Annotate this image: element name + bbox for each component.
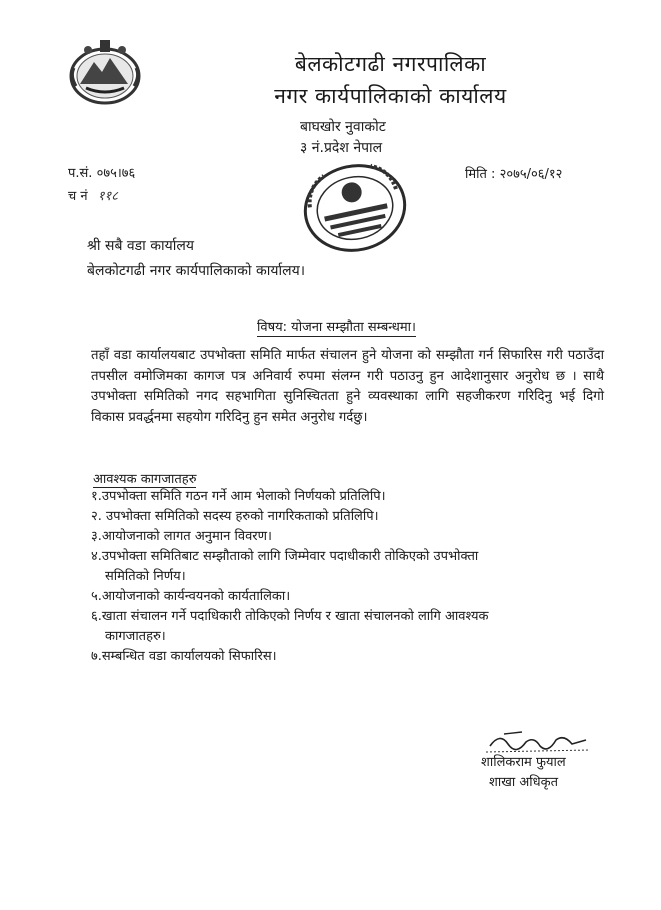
- requirements-heading: आवश्यक कागजातहरु: [93, 469, 196, 488]
- list-item: ५.आयोजनाको कार्यन्वयनको कार्यतालिका।: [91, 589, 291, 604]
- recipient-line-1: श्री सबै वडा कार्यालय: [87, 238, 194, 254]
- dispatch-number-label: च नं: [68, 189, 88, 204]
- office-name: नगर कार्यपालिकाको कार्यालय: [274, 84, 507, 108]
- address-line-1: बाघखोर नुवाकोट: [300, 119, 386, 135]
- reference-number: प.सं. ०७५।७६: [68, 166, 136, 181]
- list-item: कागजातहरु।: [105, 629, 166, 644]
- list-item: समितिको निर्णय।: [105, 569, 186, 584]
- list-item: ७.सम्बन्धित वडा कार्यालयको सिफारिस।: [91, 649, 277, 664]
- recipient-line-2: बेलकोटगढी नगर कार्यपालिकाको कार्यालय।: [87, 263, 306, 279]
- list-item: १.उपभोक्ता समिति गठन गर्ने आम भेलाको निर्णयको प्रतिलिपि।: [91, 489, 386, 504]
- list-item: ४.उपभोक्ता समितिबाट सम्झौताको लागि जिम्मेवार पदाधीकारी तोकिएको उपभोक्ता: [91, 549, 479, 564]
- organization-name: बेलकोटगढी नगरपालिका: [294, 52, 487, 76]
- subject-line: विषय: योजना सम्झौता सम्बन्धमा।: [257, 317, 416, 337]
- list-item: ३.आयोजनाको लागत अनुमान विवरण।: [91, 529, 272, 544]
- office-stamp-icon: [297, 158, 413, 258]
- requirements-list: [91, 487, 631, 667]
- list-item: ६.खाता संचालन गर्ने पदाधिकारी तोकिएको निर्णय र खाता संचालनको लागि आवश्यक: [91, 609, 489, 624]
- letter-body: तहाँ वडा कार्यालयबाट उपभोक्ता समिति मार्फत संचालन हुने योजना को सम्झौता गर्न सिफारिस गरी पठाउँदा तपसील वमोजिमका कागज पत्र अनिवार्य रुपमा संलग्न गरी पठाउनु हुन आदेशानुसार अनुरोध छ । साथै उपभोक्ता समितिको नगद सहभागिता सुनिस्चितता हुने व्यवस्थाका लागि सहजीकरण गरिदिनु भई दिगो विकास प्रवर्द्धनमा सहयोग गरिदिनु हुन समेत अनुरोध गर्दछु।: [91, 348, 604, 425]
- signatory-name: शालिकराम फुयाल: [481, 755, 566, 770]
- letter-date: मिति : २०७५/०६/१२: [465, 167, 563, 182]
- address-line-2: ३ नं.प्रदेश नेपाल: [300, 140, 383, 156]
- list-item: २. उपभोक्ता समितिको सदस्य हरुको नागरिकताको प्रतिलिपि।: [91, 509, 379, 524]
- dispatch-number-value: ११८: [97, 189, 119, 204]
- dispatch-number: [68, 186, 118, 204]
- signatory-title: शाखा अधिकृत: [489, 775, 559, 790]
